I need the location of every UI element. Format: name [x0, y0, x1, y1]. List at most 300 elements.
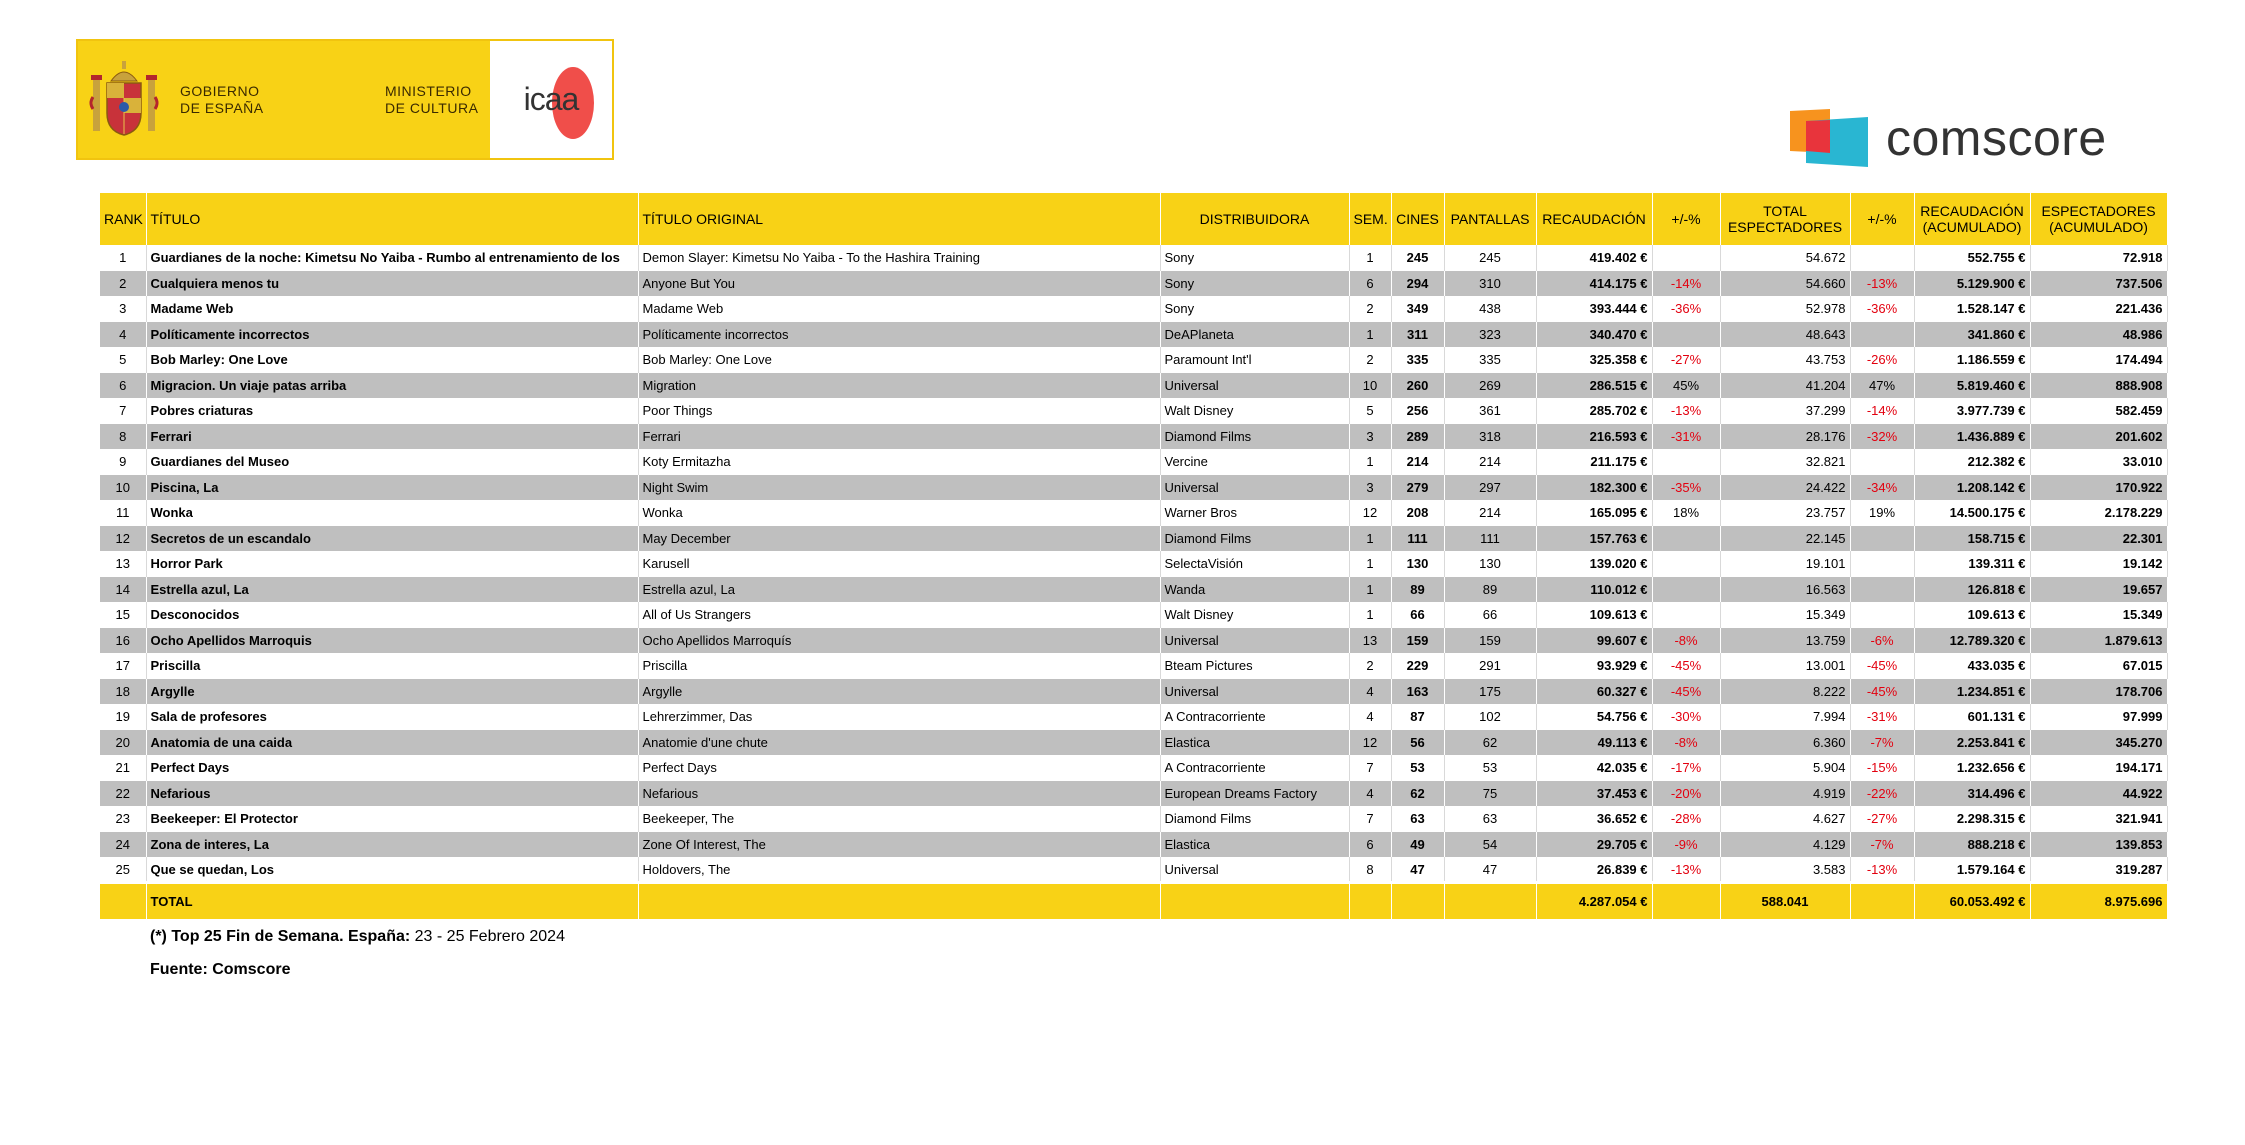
- week-cell: 1: [1349, 602, 1391, 628]
- admissions-cumulative-cell: 33.010: [2030, 449, 2167, 475]
- admissions-cumulative-cell: 170.922: [2030, 475, 2167, 501]
- ministry-name: [375, 83, 478, 117]
- gross-cumulative-cell: 139.311 €: [1914, 551, 2030, 577]
- screens-cell: 175: [1444, 679, 1536, 705]
- admissions-change-cell: [1850, 577, 1914, 603]
- admissions-cell: 3.583: [1720, 857, 1850, 883]
- distributor-cell: Wanda: [1160, 577, 1349, 603]
- gross-cumulative-cell: 212.382 €: [1914, 449, 2030, 475]
- gross-cumulative-cell: 126.818 €: [1914, 577, 2030, 603]
- gross-cumulative-cell: 1.208.142 €: [1914, 475, 2030, 501]
- cinemas-cell: 289: [1391, 424, 1444, 450]
- original-title-cell: Anyone But You: [638, 271, 1160, 297]
- title-cell: Ferrari: [146, 424, 638, 450]
- table-row: [100, 475, 2167, 501]
- gross-cumulative-cell: 1.232.656 €: [1914, 755, 2030, 781]
- col-header-original-title: TÍTULO ORIGINAL: [638, 193, 1160, 245]
- title-cell: Anatomia de una caida: [146, 730, 638, 756]
- admissions-change-cell: -36%: [1850, 296, 1914, 322]
- spain-coat-of-arms-icon: [78, 41, 170, 158]
- screens-cell: 111: [1444, 526, 1536, 552]
- admissions-cell: 37.299: [1720, 398, 1850, 424]
- screens-cell: 269: [1444, 373, 1536, 399]
- week-cell: 4: [1349, 781, 1391, 807]
- gross-cell: 182.300 €: [1536, 475, 1652, 501]
- table-row: [100, 730, 2167, 756]
- admissions-cumulative-cell: 67.015: [2030, 653, 2167, 679]
- total-empty-cell: [638, 883, 1160, 919]
- gross-cumulative-cell: 1.186.559 €: [1914, 347, 2030, 373]
- admissions-cumulative-cell: 194.171: [2030, 755, 2167, 781]
- title-cell: Argylle: [146, 679, 638, 705]
- gross-cell: 325.358 €: [1536, 347, 1652, 373]
- comscore-mark-icon: [1790, 109, 1868, 167]
- admissions-cell: 23.757: [1720, 500, 1850, 526]
- week-cell: 12: [1349, 730, 1391, 756]
- gross-cumulative-cell: 2.298.315 €: [1914, 806, 2030, 832]
- admissions-cell: 16.563: [1720, 577, 1850, 603]
- original-title-cell: Poor Things: [638, 398, 1160, 424]
- admissions-change-cell: -45%: [1850, 653, 1914, 679]
- admissions-change-cell: [1850, 449, 1914, 475]
- title-cell: Cualquiera menos tu: [146, 271, 638, 297]
- table-row: [100, 296, 2167, 322]
- admissions-cumulative-cell: 221.436: [2030, 296, 2167, 322]
- admissions-cumulative-cell: 178.706: [2030, 679, 2167, 705]
- ministry-line-1: MINISTERIO: [385, 82, 472, 99]
- cinemas-cell: 87: [1391, 704, 1444, 730]
- distributor-cell: Universal: [1160, 679, 1349, 705]
- gross-change-cell: -13%: [1652, 398, 1720, 424]
- table-row: [100, 347, 2167, 373]
- gross-change-cell: -45%: [1652, 653, 1720, 679]
- gross-change-cell: -14%: [1652, 271, 1720, 297]
- gross-cumulative-cell: 3.977.739 €: [1914, 398, 2030, 424]
- original-title-cell: Night Swim: [638, 475, 1160, 501]
- title-cell: Madame Web: [146, 296, 638, 322]
- total-empty-cell: [1652, 883, 1720, 919]
- admissions-cumulative-cell: 174.494: [2030, 347, 2167, 373]
- table-row: [100, 628, 2167, 654]
- distributor-cell: Elastica: [1160, 832, 1349, 858]
- gross-change-cell: -45%: [1652, 679, 1720, 705]
- gross-cell: 36.652 €: [1536, 806, 1652, 832]
- gross-cumulative-cell: 888.218 €: [1914, 832, 2030, 858]
- box-office-table: [100, 193, 2168, 919]
- gross-cell: 110.012 €: [1536, 577, 1652, 603]
- cinemas-cell: 335: [1391, 347, 1444, 373]
- title-cell: Que se quedan, Los: [146, 857, 638, 883]
- gross-cell: 157.763 €: [1536, 526, 1652, 552]
- admissions-change-cell: -27%: [1850, 806, 1914, 832]
- table-row: [100, 704, 2167, 730]
- gross-cell: 29.705 €: [1536, 832, 1652, 858]
- admissions-cell: 4.919: [1720, 781, 1850, 807]
- original-title-cell: Migration: [638, 373, 1160, 399]
- rank-cell: 15: [100, 602, 146, 628]
- comscore-logo: [1790, 106, 2107, 170]
- week-cell: 1: [1349, 449, 1391, 475]
- title-cell: Guardianes de la noche: Kimetsu No Yaiba - Rumbo al entrenamiento de los: [146, 245, 638, 271]
- gross-cell: 139.020 €: [1536, 551, 1652, 577]
- distributor-cell: Vercine: [1160, 449, 1349, 475]
- admissions-cumulative-cell: 201.602: [2030, 424, 2167, 450]
- table-header-row: [100, 193, 2167, 245]
- week-cell: 7: [1349, 755, 1391, 781]
- rank-cell: 18: [100, 679, 146, 705]
- screens-cell: 214: [1444, 500, 1536, 526]
- title-cell: Wonka: [146, 500, 638, 526]
- gross-cumulative-cell: 109.613 €: [1914, 602, 2030, 628]
- admissions-change-cell: -13%: [1850, 857, 1914, 883]
- total-admissions: 588.041: [1720, 883, 1850, 919]
- rank-cell: 22: [100, 781, 146, 807]
- gross-change-cell: 45%: [1652, 373, 1720, 399]
- cinemas-cell: 229: [1391, 653, 1444, 679]
- admissions-change-cell: [1850, 245, 1914, 271]
- gross-cell: 414.175 €: [1536, 271, 1652, 297]
- admissions-cumulative-cell: 1.879.613: [2030, 628, 2167, 654]
- cinemas-cell: 214: [1391, 449, 1444, 475]
- screens-cell: 47: [1444, 857, 1536, 883]
- admissions-cell: 32.821: [1720, 449, 1850, 475]
- original-title-cell: Estrella azul, La: [638, 577, 1160, 603]
- table-row: [100, 424, 2167, 450]
- distributor-cell: Universal: [1160, 628, 1349, 654]
- admissions-cell: 13.759: [1720, 628, 1850, 654]
- total-empty-cell: [1444, 883, 1536, 919]
- screens-cell: 310: [1444, 271, 1536, 297]
- col-header-title: TÍTULO: [146, 193, 638, 245]
- gross-change-cell: [1652, 322, 1720, 348]
- screens-cell: 53: [1444, 755, 1536, 781]
- gross-cumulative-cell: 1.579.164 €: [1914, 857, 2030, 883]
- gross-cumulative-cell: 2.253.841 €: [1914, 730, 2030, 756]
- admissions-cumulative-cell: 139.853: [2030, 832, 2167, 858]
- week-cell: 4: [1349, 679, 1391, 705]
- table-row: [100, 449, 2167, 475]
- rank-cell: 11: [100, 500, 146, 526]
- gross-cumulative-cell: 1.234.851 €: [1914, 679, 2030, 705]
- cinemas-cell: 311: [1391, 322, 1444, 348]
- gross-change-cell: -8%: [1652, 628, 1720, 654]
- original-title-cell: Karusell: [638, 551, 1160, 577]
- icaa-logo-text: icaa: [523, 81, 579, 117]
- original-title-cell: Beekeeper, The: [638, 806, 1160, 832]
- table-row: [100, 271, 2167, 297]
- gross-change-cell: [1652, 551, 1720, 577]
- cinemas-cell: 47: [1391, 857, 1444, 883]
- admissions-change-cell: [1850, 551, 1914, 577]
- table-row: [100, 398, 2167, 424]
- title-cell: Pobres criaturas: [146, 398, 638, 424]
- title-cell: Perfect Days: [146, 755, 638, 781]
- gross-cell: 211.175 €: [1536, 449, 1652, 475]
- col-header-distributor: DISTRIBUIDORA: [1160, 193, 1349, 245]
- screens-cell: 66: [1444, 602, 1536, 628]
- week-cell: 8: [1349, 857, 1391, 883]
- gross-change-cell: -31%: [1652, 424, 1720, 450]
- rank-cell: 5: [100, 347, 146, 373]
- gross-change-cell: [1652, 245, 1720, 271]
- original-title-cell: Bob Marley: One Love: [638, 347, 1160, 373]
- admissions-change-cell: -31%: [1850, 704, 1914, 730]
- distributor-cell: Sony: [1160, 271, 1349, 297]
- screens-cell: 159: [1444, 628, 1536, 654]
- table-row: [100, 551, 2167, 577]
- original-title-cell: Madame Web: [638, 296, 1160, 322]
- table-row: [100, 781, 2167, 807]
- admissions-change-cell: 19%: [1850, 500, 1914, 526]
- admissions-cumulative-cell: 19.142: [2030, 551, 2167, 577]
- original-title-cell: Ocho Apellidos Marroquís: [638, 628, 1160, 654]
- distributor-cell: Diamond Films: [1160, 806, 1349, 832]
- admissions-cumulative-cell: 15.349: [2030, 602, 2167, 628]
- week-cell: 2: [1349, 653, 1391, 679]
- cinemas-cell: 56: [1391, 730, 1444, 756]
- original-title-cell: Argylle: [638, 679, 1160, 705]
- distributor-cell: Walt Disney: [1160, 398, 1349, 424]
- gross-cell: 340.470 €: [1536, 322, 1652, 348]
- table-row: [100, 755, 2167, 781]
- week-cell: 6: [1349, 271, 1391, 297]
- rank-cell: 21: [100, 755, 146, 781]
- admissions-cell: 43.753: [1720, 347, 1850, 373]
- gross-change-cell: -17%: [1652, 755, 1720, 781]
- gross-cumulative-cell: 5.129.900 €: [1914, 271, 2030, 297]
- admissions-cell: 4.129: [1720, 832, 1850, 858]
- cinemas-cell: 163: [1391, 679, 1444, 705]
- col-header-admissions-cumulative: ESPECTADORES (ACUMULADO): [2030, 193, 2167, 245]
- gross-cell: 393.444 €: [1536, 296, 1652, 322]
- distributor-cell: Warner Bros: [1160, 500, 1349, 526]
- gross-cell: 54.756 €: [1536, 704, 1652, 730]
- rank-cell: 12: [100, 526, 146, 552]
- screens-cell: 245: [1444, 245, 1536, 271]
- week-cell: 2: [1349, 347, 1391, 373]
- rank-cell: 7: [100, 398, 146, 424]
- ministry-line-2: DE CULTURA: [385, 99, 479, 116]
- title-cell: Estrella azul, La: [146, 577, 638, 603]
- distributor-cell: Universal: [1160, 857, 1349, 883]
- rank-cell: 13: [100, 551, 146, 577]
- week-cell: 4: [1349, 704, 1391, 730]
- week-cell: 5: [1349, 398, 1391, 424]
- admissions-cell: 6.360: [1720, 730, 1850, 756]
- screens-cell: 438: [1444, 296, 1536, 322]
- screens-cell: 318: [1444, 424, 1536, 450]
- distributor-cell: Walt Disney: [1160, 602, 1349, 628]
- distributor-cell: DeAPlaneta: [1160, 322, 1349, 348]
- admissions-cumulative-cell: 737.506: [2030, 271, 2167, 297]
- cinemas-cell: 111: [1391, 526, 1444, 552]
- table-row: [100, 806, 2167, 832]
- week-cell: 3: [1349, 475, 1391, 501]
- gov-line-2: DE ESPAÑA: [180, 99, 264, 116]
- col-header-week: SEM.: [1349, 193, 1391, 245]
- distributor-cell: Universal: [1160, 475, 1349, 501]
- screens-cell: 54: [1444, 832, 1536, 858]
- admissions-cell: 41.204: [1720, 373, 1850, 399]
- gross-change-cell: [1652, 449, 1720, 475]
- table-row: [100, 245, 2167, 271]
- gross-change-cell: -8%: [1652, 730, 1720, 756]
- admissions-cell: 54.660: [1720, 271, 1850, 297]
- gross-cell: 216.593 €: [1536, 424, 1652, 450]
- cinemas-cell: 260: [1391, 373, 1444, 399]
- title-cell: Ocho Apellidos Marroquis: [146, 628, 638, 654]
- admissions-cumulative-cell: 97.999: [2030, 704, 2167, 730]
- col-header-admissions-change: +/-%: [1850, 193, 1914, 245]
- gov-line-1: GOBIERNO: [180, 82, 260, 99]
- total-empty-cell: [1850, 883, 1914, 919]
- rank-cell: 1: [100, 245, 146, 271]
- admissions-cell: 54.672: [1720, 245, 1850, 271]
- screens-cell: 130: [1444, 551, 1536, 577]
- admissions-change-cell: -45%: [1850, 679, 1914, 705]
- admissions-change-cell: [1850, 602, 1914, 628]
- cinemas-cell: 49: [1391, 832, 1444, 858]
- rank-cell: 2: [100, 271, 146, 297]
- title-cell: Priscilla: [146, 653, 638, 679]
- col-header-screens: PANTALLAS: [1444, 193, 1536, 245]
- table-row: [100, 500, 2167, 526]
- admissions-cumulative-cell: 582.459: [2030, 398, 2167, 424]
- week-cell: 7: [1349, 806, 1391, 832]
- gross-cumulative-cell: 552.755 €: [1914, 245, 2030, 271]
- gross-change-cell: -36%: [1652, 296, 1720, 322]
- cinemas-cell: 130: [1391, 551, 1444, 577]
- title-cell: Guardianes del Museo: [146, 449, 638, 475]
- table-row: [100, 679, 2167, 705]
- screens-cell: 297: [1444, 475, 1536, 501]
- admissions-cumulative-cell: 72.918: [2030, 245, 2167, 271]
- title-cell: Horror Park: [146, 551, 638, 577]
- cinemas-cell: 279: [1391, 475, 1444, 501]
- admissions-cumulative-cell: 22.301: [2030, 526, 2167, 552]
- government-name: [170, 41, 264, 158]
- cinemas-cell: 66: [1391, 602, 1444, 628]
- admissions-change-cell: [1850, 322, 1914, 348]
- original-title-cell: Ferrari: [638, 424, 1160, 450]
- col-header-gross-cumulative: RECAUDACIÓN (ACUMULADO): [1914, 193, 2030, 245]
- screens-cell: 62: [1444, 730, 1536, 756]
- week-cell: 1: [1349, 245, 1391, 271]
- admissions-cell: 24.422: [1720, 475, 1850, 501]
- gross-change-cell: -30%: [1652, 704, 1720, 730]
- original-title-cell: May December: [638, 526, 1160, 552]
- week-cell: 3: [1349, 424, 1391, 450]
- admissions-change-cell: -14%: [1850, 398, 1914, 424]
- admissions-cumulative-cell: 44.922: [2030, 781, 2167, 807]
- rank-cell: 17: [100, 653, 146, 679]
- source-note: Fuente: Comscore: [150, 961, 291, 978]
- screens-cell: 335: [1444, 347, 1536, 373]
- week-cell: 1: [1349, 322, 1391, 348]
- cinemas-cell: 62: [1391, 781, 1444, 807]
- gross-change-cell: -13%: [1652, 857, 1720, 883]
- week-cell: 1: [1349, 577, 1391, 603]
- rank-cell: 9: [100, 449, 146, 475]
- admissions-cell: 22.145: [1720, 526, 1850, 552]
- cinemas-cell: 89: [1391, 577, 1444, 603]
- gross-change-cell: [1652, 602, 1720, 628]
- gross-cumulative-cell: 1.436.889 €: [1914, 424, 2030, 450]
- original-title-cell: All of Us Strangers: [638, 602, 1160, 628]
- admissions-cell: 5.904: [1720, 755, 1850, 781]
- gross-cumulative-cell: 12.789.320 €: [1914, 628, 2030, 654]
- gross-change-cell: -28%: [1652, 806, 1720, 832]
- total-label: TOTAL: [146, 883, 638, 919]
- original-title-cell: Políticamente incorrectos: [638, 322, 1160, 348]
- title-cell: Zona de interes, La: [146, 832, 638, 858]
- gross-cumulative-cell: 14.500.175 €: [1914, 500, 2030, 526]
- title-cell: Sala de profesores: [146, 704, 638, 730]
- admissions-change-cell: -22%: [1850, 781, 1914, 807]
- title-cell: Bob Marley: One Love: [146, 347, 638, 373]
- title-cell: Secretos de un escandalo: [146, 526, 638, 552]
- footnote-label: (*) Top 25 Fin de Semana. España:: [150, 928, 411, 945]
- admissions-cumulative-cell: 2.178.229: [2030, 500, 2167, 526]
- admissions-cell: 8.222: [1720, 679, 1850, 705]
- gross-cell: 99.607 €: [1536, 628, 1652, 654]
- rank-cell: 24: [100, 832, 146, 858]
- admissions-cumulative-cell: 48.986: [2030, 322, 2167, 348]
- original-title-cell: Lehrerzimmer, Das: [638, 704, 1160, 730]
- table-row: [100, 373, 2167, 399]
- admissions-cumulative-cell: 345.270: [2030, 730, 2167, 756]
- title-cell: Migracion. Un viaje patas arriba: [146, 373, 638, 399]
- distributor-cell: Paramount Int'l: [1160, 347, 1349, 373]
- week-cell: 12: [1349, 500, 1391, 526]
- rank-cell: 10: [100, 475, 146, 501]
- col-header-gross-change: +/-%: [1652, 193, 1720, 245]
- table-total-row: [100, 883, 2167, 919]
- admissions-cell: 28.176: [1720, 424, 1850, 450]
- admissions-cumulative-cell: 319.287: [2030, 857, 2167, 883]
- screens-cell: 63: [1444, 806, 1536, 832]
- admissions-cell: 4.627: [1720, 806, 1850, 832]
- admissions-change-cell: -32%: [1850, 424, 1914, 450]
- title-cell: Piscina, La: [146, 475, 638, 501]
- gross-cell: 60.327 €: [1536, 679, 1652, 705]
- cinemas-cell: 294: [1391, 271, 1444, 297]
- distributor-cell: Sony: [1160, 245, 1349, 271]
- original-title-cell: Nefarious: [638, 781, 1160, 807]
- gross-change-cell: [1652, 526, 1720, 552]
- admissions-cell: 13.001: [1720, 653, 1850, 679]
- gross-cell: 37.453 €: [1536, 781, 1652, 807]
- gross-cumulative-cell: 5.819.460 €: [1914, 373, 2030, 399]
- cinemas-cell: 63: [1391, 806, 1444, 832]
- original-title-cell: Priscilla: [638, 653, 1160, 679]
- title-cell: Nefarious: [146, 781, 638, 807]
- original-title-cell: Demon Slayer: Kimetsu No Yaiba - To the Hashira Training: [638, 245, 1160, 271]
- table-row: [100, 577, 2167, 603]
- col-header-gross: RECAUDACIÓN: [1536, 193, 1652, 245]
- cinemas-cell: 245: [1391, 245, 1444, 271]
- week-cell: 6: [1349, 832, 1391, 858]
- total-gross-cumulative: 60.053.492 €: [1914, 883, 2030, 919]
- rank-cell: 6: [100, 373, 146, 399]
- rank-cell: 3: [100, 296, 146, 322]
- government-banner: [76, 39, 614, 160]
- distributor-cell: Sony: [1160, 296, 1349, 322]
- table-row: [100, 602, 2167, 628]
- screens-cell: 89: [1444, 577, 1536, 603]
- table-row: [100, 832, 2167, 858]
- icaa-logo: [490, 41, 612, 158]
